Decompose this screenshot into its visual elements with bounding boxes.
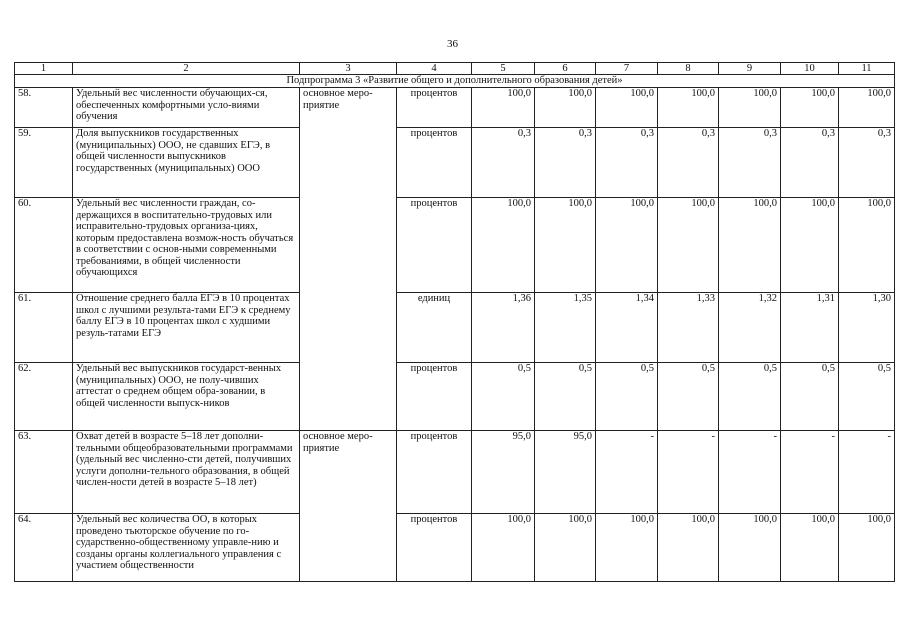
value-cell: 1,35	[535, 293, 596, 363]
value-cell: 100,0	[658, 198, 719, 293]
column-header: 3	[300, 63, 397, 75]
value-cell: 100,0	[658, 88, 719, 128]
value-cell: 0,3	[535, 128, 596, 198]
table-row	[15, 128, 895, 198]
value-cell: 100,0	[535, 88, 596, 128]
value-cell: 0,5	[719, 363, 781, 431]
table-row	[15, 363, 895, 431]
value-cell: 0,5	[596, 363, 658, 431]
value-cell: 0,5	[839, 363, 895, 431]
indicator-name: Охват детей в возрасте 5–18 лет дополни-тельными общеобразовательными программами (удельный вес численно-сти детей, получивших услуги дополни-тельного образования, в общей числен-ности детей в возрасте 5–18 лет)	[73, 431, 300, 514]
unit: процентов	[397, 514, 472, 582]
value-cell: 0,3	[596, 128, 658, 198]
row-number: 58.	[15, 88, 73, 128]
value-cell: 0,3	[839, 128, 895, 198]
indicator-name: Отношение среднего балла ЕГЭ в 10 процентах школ с лучшими результа-тами ЕГЭ к среднему баллу ЕГЭ в 10 процентах школ с худшими резуль-татами ЕГЭ	[73, 293, 300, 363]
value-cell: 100,0	[535, 198, 596, 293]
row-number: 59.	[15, 128, 73, 198]
value-cell: 1,34	[596, 293, 658, 363]
value-cell: 0,3	[781, 128, 839, 198]
row-number: 61.	[15, 293, 73, 363]
value-cell: 1,33	[658, 293, 719, 363]
value-cell: 0,5	[535, 363, 596, 431]
indicators-table	[14, 62, 895, 582]
unit: процентов	[397, 363, 472, 431]
column-header: 7	[596, 63, 658, 75]
value-cell: 0,5	[658, 363, 719, 431]
value-cell: 100,0	[596, 88, 658, 128]
row-number: 62.	[15, 363, 73, 431]
value-cell: 100,0	[472, 88, 535, 128]
indicator-name: Доля выпускников государственных (муниципальных) ООО, не сдавших ЕГЭ, в общей численности выпускников государственных (муниципальных) ООО	[73, 128, 300, 198]
value-cell: 1,31	[781, 293, 839, 363]
value-cell: 100,0	[839, 514, 895, 582]
value-cell: -	[719, 431, 781, 514]
column-header: 8	[658, 63, 719, 75]
unit: процентов	[397, 431, 472, 514]
value-cell: 0,3	[658, 128, 719, 198]
row-number: 64.	[15, 514, 73, 582]
value-cell: -	[658, 431, 719, 514]
column-header: 11	[839, 63, 895, 75]
indicator-name: Удельный вес выпускников государст-венных (муниципальных) ООО, не полу-чивших аттестат о среднем общем обра-зовании, в общей численности выпуск-ников	[73, 363, 300, 431]
value-cell: 100,0	[781, 88, 839, 128]
value-cell: 100,0	[596, 198, 658, 293]
value-cell: 100,0	[719, 198, 781, 293]
table-row	[15, 431, 895, 514]
table-row	[15, 88, 895, 128]
table-row	[15, 293, 895, 363]
value-cell: 100,0	[839, 88, 895, 128]
table-row	[15, 198, 895, 293]
column-header: 5	[472, 63, 535, 75]
row-number: 60.	[15, 198, 73, 293]
subprogram-title: Подпрограмма 3 «Развитие общего и дополнительного образования детей»	[15, 75, 895, 88]
subprogram-row	[15, 75, 895, 88]
value-cell: -	[839, 431, 895, 514]
indicator-name: Удельный вес численности обучающих-ся, обеспеченных комфортными усло-виями обучения	[73, 88, 300, 128]
page-number: 36	[447, 38, 458, 50]
value-cell: 100,0	[719, 88, 781, 128]
value-cell: 100,0	[658, 514, 719, 582]
unit: процентов	[397, 88, 472, 128]
value-cell: 100,0	[781, 198, 839, 293]
value-cell: 1,36	[472, 293, 535, 363]
column-header: 9	[719, 63, 781, 75]
value-cell: 0,3	[719, 128, 781, 198]
unit: процентов	[397, 128, 472, 198]
column-header: 10	[781, 63, 839, 75]
column-header: 4	[397, 63, 472, 75]
column-numbers-row	[15, 63, 895, 75]
value-cell: 1,32	[719, 293, 781, 363]
value-cell: -	[781, 431, 839, 514]
event-type: основное меро-приятие	[300, 431, 397, 582]
unit: единиц	[397, 293, 472, 363]
indicator-name: Удельный вес количества ОО, в которых проведено тьюторское обучение по го-сударственно-общественному управле-нию и созданы органы коллегиального управления с участием общественности	[73, 514, 300, 582]
column-header: 6	[535, 63, 596, 75]
indicator-name: Удельный вес численности граждан, со-держащихся в воспитательно-трудовых или исправительно-трудовых организа-циях, которым предоставлена возмож-ность обучаться в соответствии с основ-ными современными требованиями, в общей численности обучающихся	[73, 198, 300, 293]
value-cell: 0,3	[472, 128, 535, 198]
row-number: 63.	[15, 431, 73, 514]
event-type: основное меро-приятие	[300, 88, 397, 431]
unit: процентов	[397, 198, 472, 293]
value-cell: 1,30	[839, 293, 895, 363]
value-cell: 100,0	[781, 514, 839, 582]
value-cell: -	[596, 431, 658, 514]
value-cell: 100,0	[472, 514, 535, 582]
value-cell: 100,0	[719, 514, 781, 582]
value-cell: 95,0	[535, 431, 596, 514]
value-cell: 95,0	[472, 431, 535, 514]
column-header: 1	[15, 63, 73, 75]
value-cell: 0,5	[472, 363, 535, 431]
value-cell: 100,0	[839, 198, 895, 293]
value-cell: 100,0	[472, 198, 535, 293]
table-row	[15, 514, 895, 582]
column-header: 2	[73, 63, 300, 75]
value-cell: 0,5	[781, 363, 839, 431]
value-cell: 100,0	[535, 514, 596, 582]
value-cell: 100,0	[596, 514, 658, 582]
